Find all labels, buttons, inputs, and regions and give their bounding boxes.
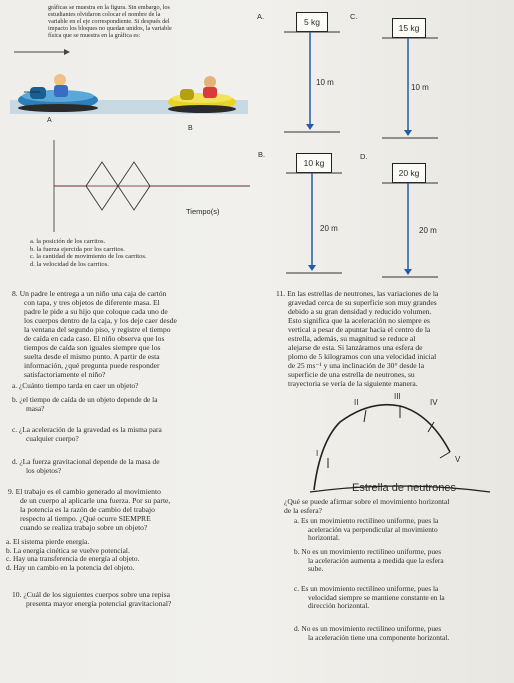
q7-option-c[interactable]: c. la cantidad de movimiento de los carritos. (30, 253, 147, 261)
fig-d-drop-arrow (378, 181, 448, 281)
q8-option-c[interactable]: c. ¿La aceleración de la gravedad es la misma para cualquier cuerpo? (12, 425, 162, 443)
fig-d-distance: 20 m (419, 226, 437, 235)
q8-option-d[interactable]: d. ¿La fuerza gravitacional depende de la masa de los objetos? (12, 457, 160, 475)
q10-stem: 10. ¿Cuál de los siguientes cuerpos sobre una repisa presenta mayor energía potencial gravitacional? (12, 590, 172, 608)
q7-option-a[interactable]: a. la posición de los carritos. (30, 238, 106, 245)
fig-a-letter: A. (257, 12, 265, 21)
fig-c-distance: 10 m (411, 83, 429, 92)
neutron-star-title: Estrella de neutrones (352, 482, 456, 494)
fig-a-mass-block: 5 kg (296, 12, 328, 32)
trajectory-label-iii: III (394, 392, 401, 401)
time-axis-label: Tiempo(s) (186, 207, 220, 216)
q11-stem: 11. En las estrellas de neutrones, las variaciones de la gravedad cerca de su superficie son muy grandes debido a su gran densidad y reducido volumen. Esto significa que la aceleración no siempre es vertical a pesar de apuntar hacia el centro de la estrella, además, su magnitud se reduce al alejarse de esta. Si lanzáramos una esfera de plomo de 5 kilogramos con una velocidad inicial de 25 ms⁻¹ y una inclinación de 30° desde la superficie de una estrella de neutrones, su trayectoria se vería de la siguiente manera. (276, 289, 439, 388)
q11-option-a[interactable]: a. Es un movimiento rectilíneo uniforme, pues la aceleración va perpendicular al movimiento horizontal. (294, 516, 439, 543)
q7-option-b[interactable]: b. la fuerza ejercida por los carritos. (30, 245, 125, 253)
q7-graph (14, 140, 254, 240)
fig-d-mass-block: 20 kg (392, 163, 426, 183)
trajectory-label-iv: IV (430, 398, 438, 407)
bumper-cars-illustration (10, 62, 250, 122)
q11-option-b[interactable]: b. No es un movimiento rectilíneo uniforme, pues la aceleración aumenta a medida que la esfera sube. (294, 547, 444, 574)
car-a-label: A (47, 117, 52, 124)
arrow-icon (12, 45, 72, 59)
trajectory-label-ii: II (354, 398, 359, 407)
q8-option-a[interactable]: a. ¿Cuánto tiempo tarda en caer un objeto? (12, 381, 139, 390)
fig-d-letter: D. (360, 152, 368, 161)
trajectory-label-v: V (455, 455, 461, 464)
fig-b-distance: 20 m (320, 224, 338, 233)
fig-c-mass-block: 15 kg (392, 18, 426, 38)
q9-stem: 9. El trabajo es el cambio generado al movimiento de un cuerpo al aplicarle una fuerza. Por su parte, la potencia es la razón de cambio del trabajo respecto al tiempo. ¿Qué ocurre SIEMPRE cuando se realiza trabajo sobre un objeto? (8, 487, 171, 532)
fig-b-drop-arrow (282, 171, 352, 281)
fig-a-drop-arrow (280, 30, 350, 140)
q7-options (30, 238, 255, 268)
fig-b-mass-block: 10 kg (296, 153, 332, 173)
q9-option-a[interactable]: a. El sistema pierde energía. (6, 537, 90, 546)
car-b-label: B (188, 125, 193, 132)
fig-c-letter: C. (350, 12, 358, 21)
trajectory-label-i: I (316, 449, 319, 458)
q9-option-c[interactable]: c. Hay una transferencia de energía al objeto. (6, 554, 140, 564)
fig-b-letter: B. (258, 150, 266, 159)
q7-intro: gráficas se muestra en la figura. Sin embargo, los estudiantes olvidaron colocar el nombre de la variable en el eje correspondiente. Si después del impacto los bloques no quedan unidos, la variable física que se muestra en la gráfica es: (48, 4, 172, 39)
q9-option-d[interactable]: d. Hay un cambio en la potencia del objeto. (6, 562, 135, 572)
q9-options (6, 538, 256, 572)
q9-option-b[interactable]: b. La energía cinética se vuelve potencial. (6, 545, 130, 555)
q11-question: ¿Qué se puede afirmar sobre el movimiento horizontal de la esfera? (284, 497, 450, 515)
q8-option-b[interactable]: b. ¿el tiempo de caída de un objeto depende de la masa? (12, 395, 158, 413)
fig-a-distance: 10 m (316, 78, 334, 87)
q11-option-d[interactable]: d. No es un movimiento rectilíneo uniforme, pues la aceleración tiene una componente horizontal. (294, 624, 450, 642)
q11-option-c[interactable]: c. Es un movimiento rectilíneo uniforme, pues la velocidad siempre se mantiene constante en la dirección horizontal. (294, 584, 445, 611)
q7-option-d[interactable]: d. la velocidad de los carritos. (30, 260, 109, 268)
q8-stem: 8. Un padre le entrega a un niño una caja de cartón con tapa, y tres objetos de diferente masa. El padre le pide a su hijo que coloque cada uno de los cuerpos dentro de la caja, y los deje caer desde la ventana del segundo piso, y registre el tiempo de caída en cada caso. El niño observa que los tiempos de caída son iguales siempre que los suelta desde el mismo punto. A partir de esta información, ¿qué pregunta puede responder satisfactoriamente el niño? (12, 289, 177, 379)
